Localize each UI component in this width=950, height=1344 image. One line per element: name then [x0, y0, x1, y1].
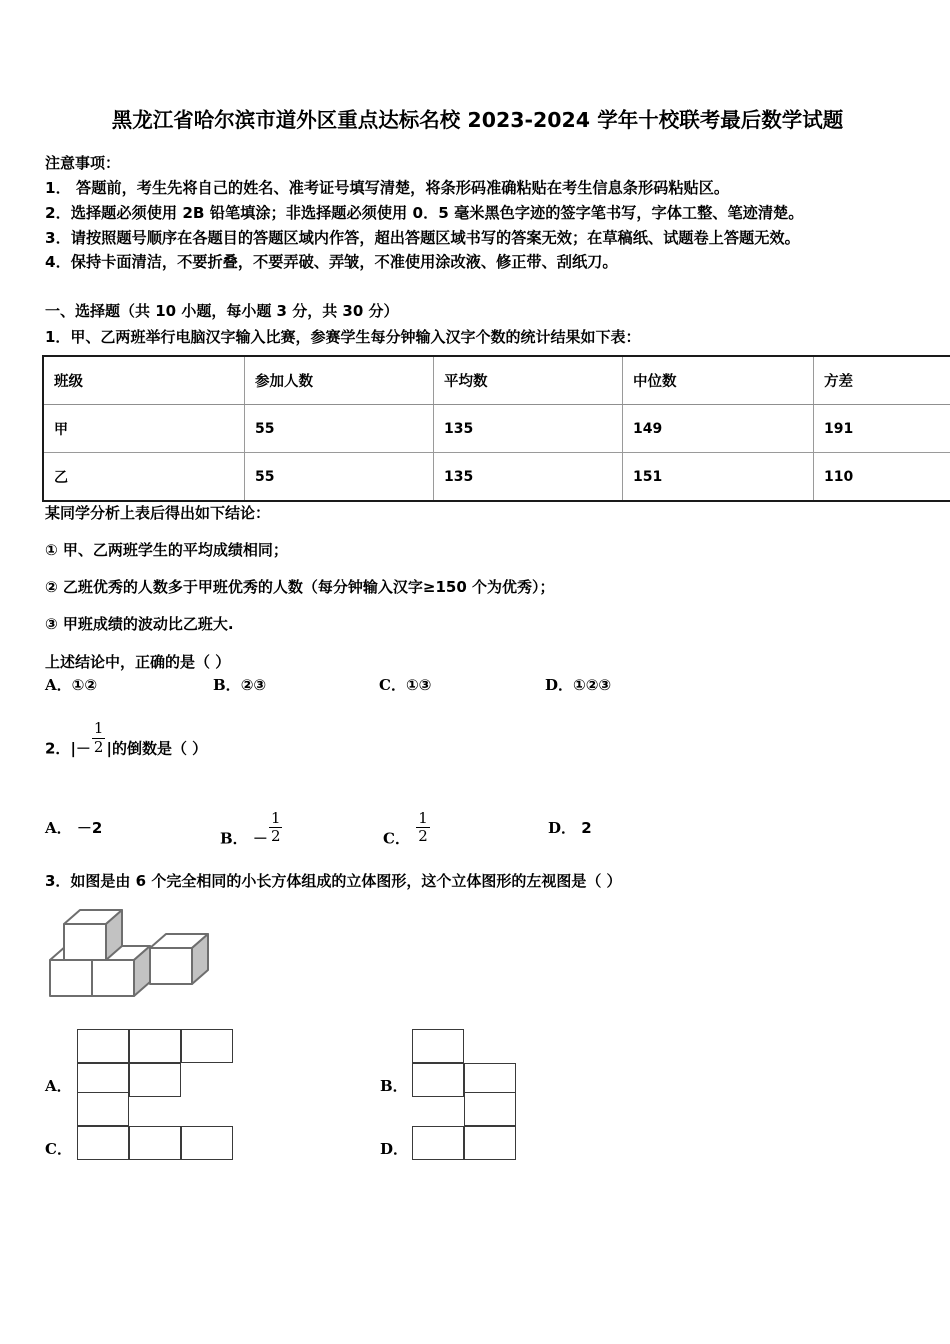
- conclusion-item-2: ② 乙班优秀的人数多于甲班优秀的人数（每分钟输入汉字≥150 个为优秀）；: [45, 578, 555, 596]
- q1-option-a[interactable]: [45, 674, 97, 695]
- table-cell: 191: [814, 405, 950, 453]
- q1-option-d-text: ①②③: [573, 676, 612, 694]
- table-header-row: [43, 356, 950, 405]
- q2-option-b-label: B．: [220, 829, 248, 848]
- grid-cell: [77, 1092, 129, 1126]
- notice-item-4: 4．保持卡面清洁，不要折叠，不要弄破、弄皱，不准使用涂改液、修正带、刮纸刀。: [45, 253, 618, 272]
- q2-option-b-fraction: [269, 808, 283, 846]
- table-cell: 甲: [43, 405, 245, 453]
- q1-option-b-text: ②③: [240, 676, 267, 694]
- grid-cell: [464, 1126, 516, 1160]
- section-heading-choice: 一、选择题（共 10 小题，每小题 3 分，共 30 分）: [45, 302, 399, 320]
- question-1-stem: 1．甲、乙两班举行电脑汉字输入比赛，参赛学生每分钟输入汉字个数的统计结果如下表：: [45, 328, 641, 346]
- isometric-solid-svg: [42, 898, 227, 1006]
- q2-option-a-text: －2: [76, 819, 103, 837]
- q1-option-a-text: ①②: [71, 676, 98, 694]
- question-1-conclusions: [45, 506, 925, 692]
- isometric-solid-figure: [42, 898, 227, 1006]
- q2-number: 2．: [45, 739, 71, 758]
- q3-option-d[interactable]: [380, 1088, 640, 1162]
- statistics-table: [42, 355, 950, 502]
- question-1-prompt: 上述结论中，正确的是（ ）: [45, 653, 231, 671]
- table-cell: 151: [623, 453, 814, 502]
- table-header-cell: 方差: [814, 356, 950, 405]
- q1-option-c-label: C．: [379, 676, 406, 694]
- q1-option-d-label: D．: [545, 676, 574, 694]
- q2-option-c[interactable]: [383, 808, 431, 851]
- table-cell: 55: [245, 405, 434, 453]
- q2-option-c-label: C．: [383, 829, 410, 848]
- q2-option-b[interactable]: [220, 808, 283, 851]
- question-3-stem: 3．如图是由 6 个完全相同的小长方体组成的立体图形，这个立体图形的左视图是（ ）: [45, 872, 622, 890]
- grid-cell: [129, 1126, 181, 1160]
- q2-stem-post: |的倒数是（ ）: [106, 739, 208, 758]
- notice-heading: 注意事项：: [45, 154, 121, 172]
- table-cell: 110: [814, 453, 950, 502]
- q3-option-d-label: D．: [380, 1140, 409, 1158]
- q1-option-a-label: A．: [45, 676, 72, 694]
- q2-option-d-label: D．: [548, 819, 577, 837]
- q2-option-d[interactable]: [548, 817, 592, 838]
- table-header-cell: 参加人数: [245, 356, 434, 405]
- grid-cell: [181, 1029, 233, 1063]
- q2-option-b-text: －: [252, 829, 268, 848]
- q3-option-c-grid: [77, 1092, 237, 1162]
- grid-cell: [412, 1126, 464, 1160]
- grid-cell: [412, 1029, 464, 1063]
- q1-option-b[interactable]: [213, 674, 266, 695]
- q3-option-c-label: C．: [45, 1140, 72, 1158]
- q3-option-b-label: B．: [380, 1077, 408, 1095]
- q3-option-a-label: A．: [45, 1077, 72, 1095]
- notice-item-3: 3．请按照题号顺序在各题目的答题区域内作答，超出答题区域书写的答案无效；在草稿纸、试题卷上答题无效。: [45, 228, 800, 247]
- table-cell: 135: [434, 405, 623, 453]
- table-cell: 乙: [43, 453, 245, 502]
- table-header-cell: 中位数: [623, 356, 814, 405]
- table-row: [43, 405, 950, 453]
- grid-cell: [181, 1126, 233, 1160]
- table-header-cell: 平均数: [434, 356, 623, 405]
- notice-item-1: 1． 答题前，考生先将自己的姓名、准考证号填写清楚，将条形码准确粘贴在考生信息条形码粘贴区。: [45, 179, 730, 198]
- notice-block: [45, 152, 925, 275]
- table-header-cell: 班级: [43, 356, 245, 405]
- conclusion-item-3: ③ 甲班成绩的波动比乙班大.: [45, 615, 234, 633]
- q1-option-b-label: B．: [213, 676, 241, 694]
- q2-option-a-label: A．: [45, 819, 72, 837]
- page-title: 黑龙江省哈尔滨市道外区重点达标名校 2023-2024 学年十校联考最后数学试题: [111, 108, 844, 132]
- q2-option-c-fraction: [416, 808, 430, 846]
- q2-option-b-numerator: 1: [270, 808, 281, 827]
- q2-fraction-one-half: [92, 721, 106, 755]
- q1-option-c[interactable]: [379, 674, 431, 695]
- q2-option-b-denominator: 2: [270, 827, 281, 846]
- q1-option-c-text: ①③: [405, 676, 432, 694]
- conclusion-lead-in: 某同学分析上表后得出如下结论：: [45, 504, 271, 522]
- q2-option-a[interactable]: [45, 817, 102, 838]
- q2-fraction-numerator: 1: [93, 719, 104, 737]
- table-cell: 149: [623, 405, 814, 453]
- notice-item-2: 2．选择题必须使用 2B 铅笔填涂；非选择题必须使用 0．5 毫米黑色字迹的签字笔书写，字体工整、笔迹清楚。: [45, 203, 804, 222]
- table-cell: 55: [245, 453, 434, 502]
- question-2-stem: [45, 719, 208, 761]
- grid-cell: [77, 1126, 129, 1160]
- q2-option-c-denominator: 2: [418, 827, 428, 846]
- q2-fraction-denominator: 2: [93, 737, 104, 756]
- q3-option-c[interactable]: [45, 1088, 305, 1162]
- conclusion-item-1: ① 甲、乙两班学生的平均成绩相同；: [45, 541, 288, 559]
- table-cell: 135: [434, 453, 623, 502]
- grid-cell: [77, 1029, 129, 1063]
- grid-cell: [129, 1029, 181, 1063]
- q1-option-d[interactable]: [545, 674, 611, 695]
- q2-option-c-numerator: 1: [418, 808, 428, 827]
- table-row: [43, 453, 950, 502]
- q2-option-d-text: 2: [581, 819, 592, 837]
- q3-option-d-grid: [412, 1092, 522, 1162]
- grid-cell: [464, 1092, 516, 1126]
- q2-stem-pre: |－: [70, 739, 91, 758]
